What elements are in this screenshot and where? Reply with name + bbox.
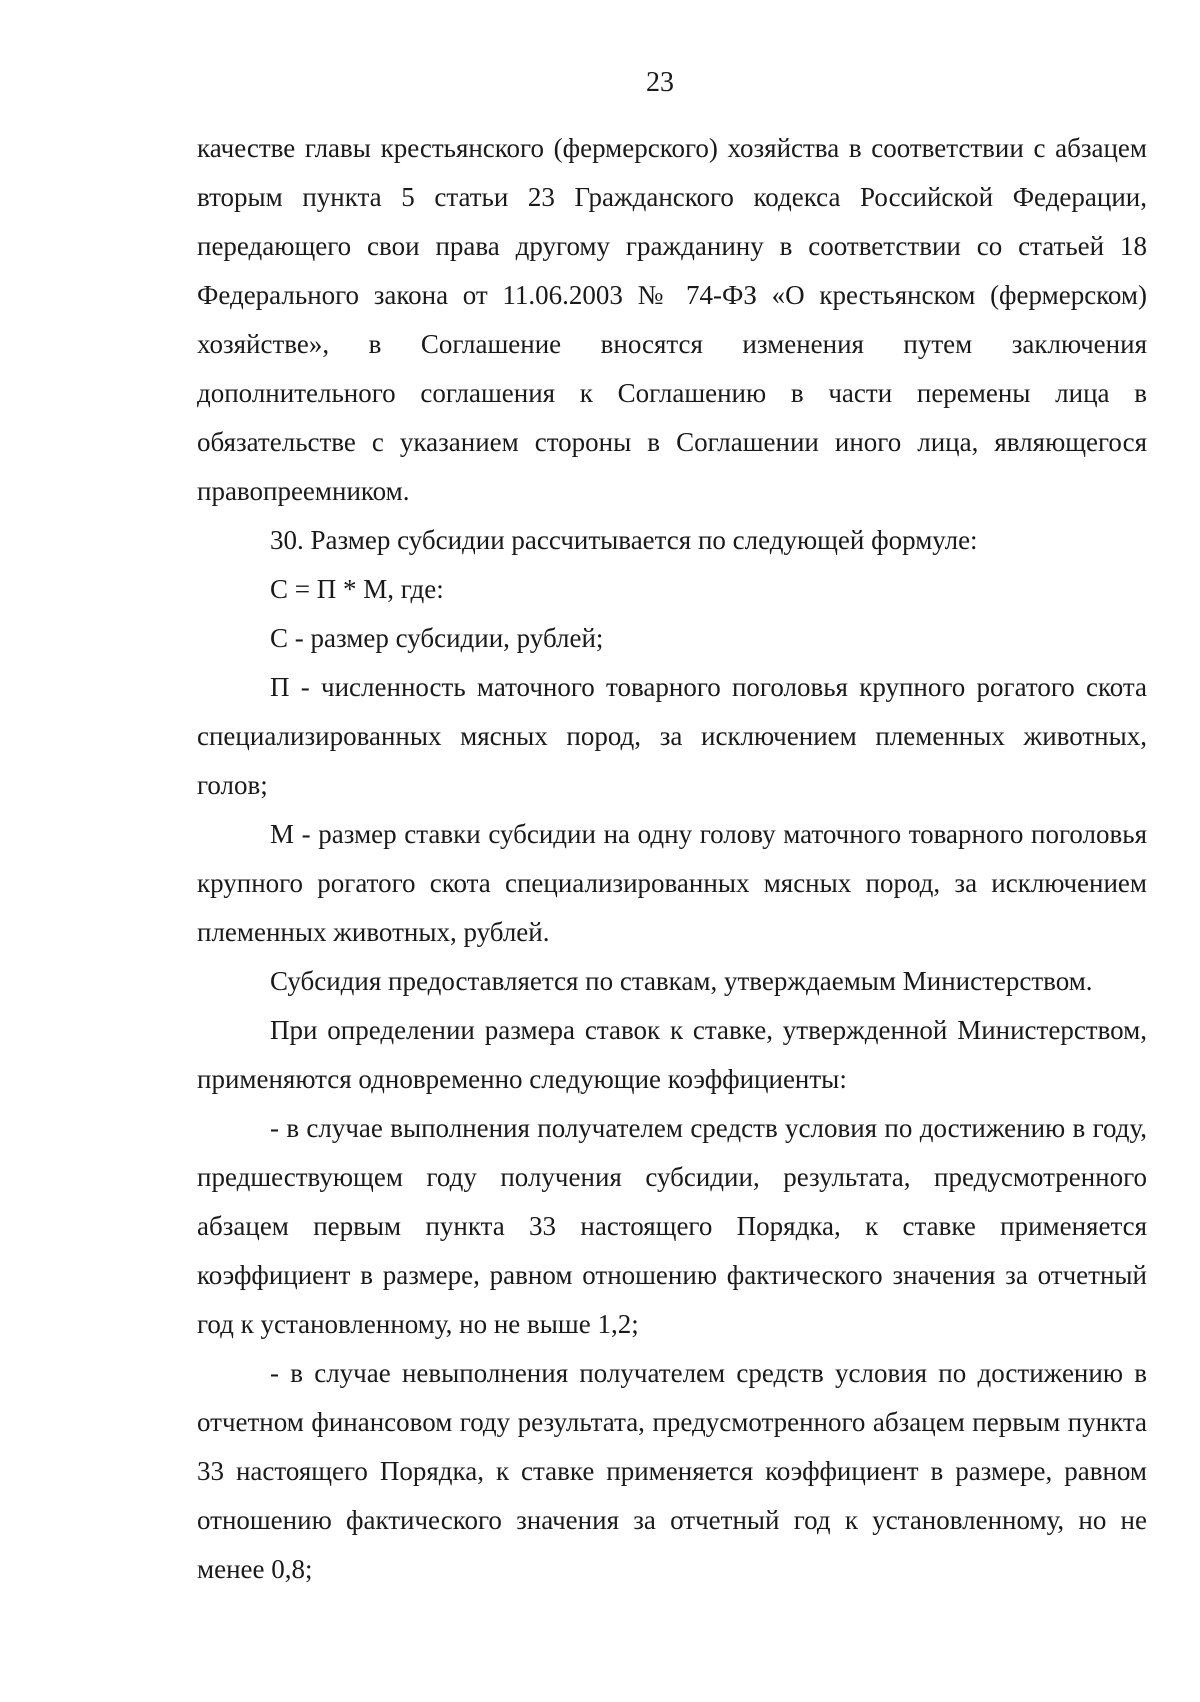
paragraph-coefficients: При определении размера ставок к ставке, утвержденной Министерством, применяются одновременно следующие коэффициенты: <box>197 1015 1147 1094</box>
paragraph-continuation: качестве главы крестьянского (фермерского) хозяйства в соответствии с абзацем вторым пункта 5 статьи 23 Гражданского кодекса Российской Федерации, передающего свои права другому гражданину в соответствии со статьей 18 Федерального закона от 11.06.2003 № 74-ФЗ «О крестьянском (фермерском) хозяйстве», в Соглашение вносятся изменения путем заключения дополнительного соглашения к Соглашению в части перемены лица в обязательстве с указанием стороны в Соглашении иного лица, являющегося правопреемником. <box>197 133 1147 506</box>
list-item-coefficient-unfulfilled: - в случае невыполнения получателем средств условия по достижению в отчетном финансовом году результата, предусмотренного абзацем первым пункта 33 настоящего Порядка, к ставке применяется коэффициент в размере, равном отношению фактического значения за отчетный год к установленному, но не менее 0,8; <box>197 1358 1147 1584</box>
list-item-coefficient-fulfilled: - в случае выполнения получателем средств условия по достижению в году, предшествующем году получения субсидии, результата, предусмотренного абзацем первым пункта 33 настоящего Порядка, к ставке применяется коэффициент в размере, равном отношению фактического значения за отчетный год к установленному, но не выше 1,2; <box>197 1113 1147 1339</box>
paragraph-item-30: 30. Размер субсидии рассчитывается по следующей формуле: <box>270 525 978 555</box>
formula-definition-p: П - численность маточного товарного поголовья крупного рогатого скота специализированных мясных пород, за исключением племенных животных, голов; <box>197 672 1147 800</box>
formula-definition-c: С - размер субсидии, рублей; <box>270 623 604 653</box>
document-body <box>197 124 1147 1594</box>
formula-definition-m: М - размер ставки субсидии на одну голову маточного товарного поголовья крупного рогатого скота специализированных мясных пород, за исключением племенных животных, рублей. <box>197 819 1147 947</box>
page-number: 23 <box>646 67 674 98</box>
paragraph-rates: Субсидия предоставляется по ставкам, утверждаемым Министерством. <box>270 966 1093 996</box>
formula: С = П * М, где: <box>270 574 444 604</box>
